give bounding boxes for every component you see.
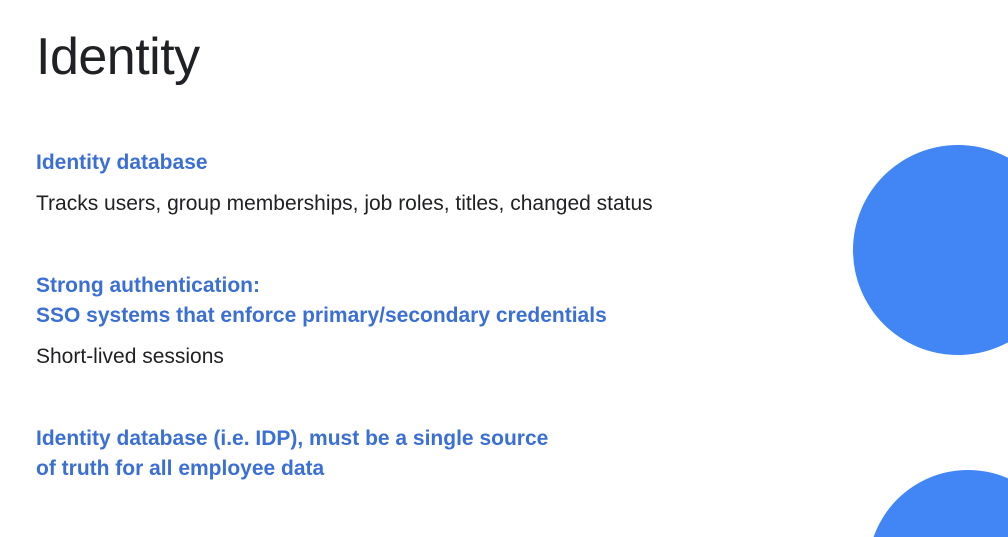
heading-line: Identity database (i.e. IDP), must be a single source: [36, 427, 549, 451]
block-heading: [36, 424, 972, 484]
block-heading: [36, 148, 972, 178]
heading-line: Strong authentication:: [36, 274, 260, 298]
content-block-strong-authentication: [36, 271, 972, 372]
content-block-idp-source-of-truth: [36, 424, 972, 484]
block-body: Short-lived sessions: [36, 344, 224, 368]
slide-content: [0, 28, 1008, 484]
content-block-identity-database: [36, 148, 972, 219]
page-title: Identity: [36, 28, 200, 86]
block-body: Tracks users, group memberships, job roles, titles, changed status: [36, 191, 653, 215]
block-heading: [36, 271, 972, 331]
heading-line: Identity database: [36, 150, 208, 174]
heading-line: SSO systems that enforce primary/secondary credentials: [36, 303, 607, 327]
heading-line: of truth for all employee data: [36, 456, 325, 480]
